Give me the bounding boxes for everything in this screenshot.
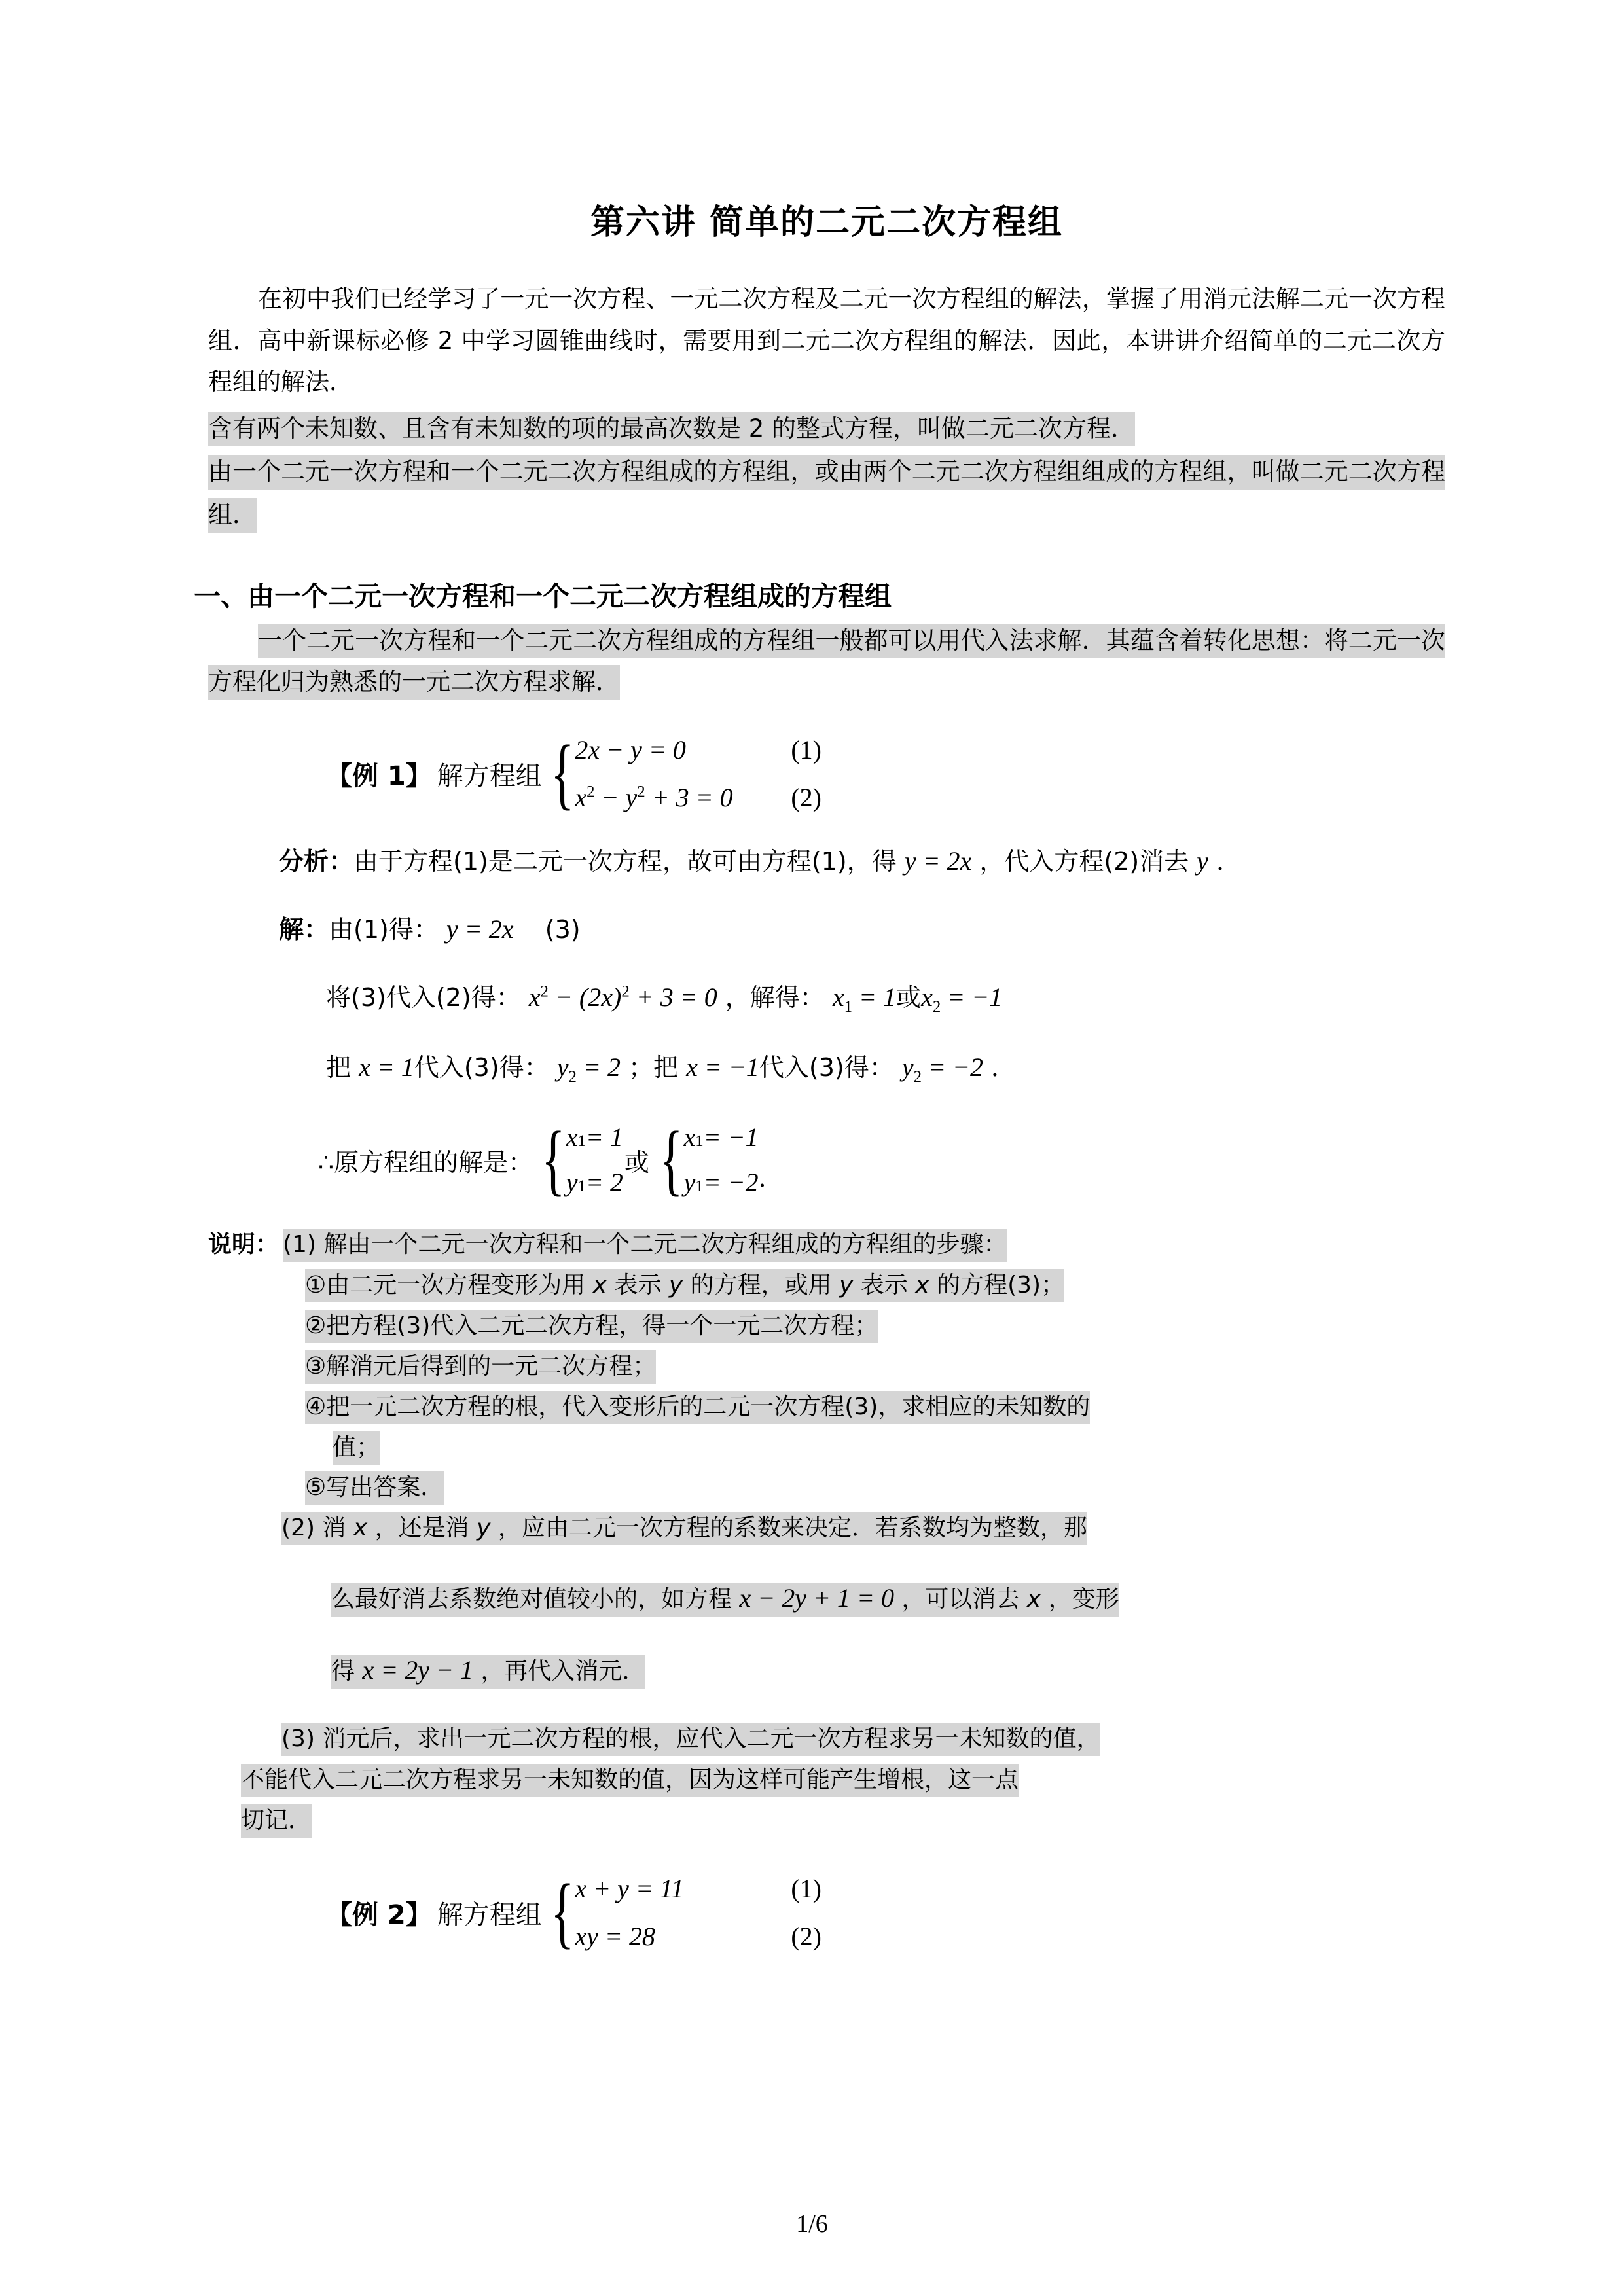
- example-1-solution-line-1: [279, 910, 1445, 949]
- notes-item-1-head: [283, 1225, 1445, 1265]
- notes-step-1-text: ①由二元一次方程变形为用 x 表示 y 的方程，或用 y 表示 x 的方程(3)；: [305, 1269, 1064, 1302]
- conclusion-system-1-row-1: x 1 = 1: [566, 1122, 623, 1153]
- definition-1: [208, 407, 1445, 450]
- conclusion-system-2-row-1: x 1 = −1: [683, 1122, 759, 1153]
- notes-step-4-continued: [333, 1427, 1445, 1468]
- conclusion-brace-2-icon: {: [659, 1115, 683, 1204]
- example-1-equation-1: [575, 734, 821, 765]
- conclusion-or: 或: [624, 1147, 649, 1177]
- definition-2: [208, 450, 1445, 537]
- notes-item-3-line-1-text: (3) 消元后，求出一元二次方程的根，应代入二元一次方程求另一未知数的值，: [281, 1723, 1100, 1756]
- example-2-equation-2-tag: (2): [791, 1922, 821, 1952]
- notes-step-4-continued-text: 值；: [333, 1431, 380, 1465]
- page-title: 第六讲 简单的二元二次方程组: [590, 203, 1064, 242]
- example-2-system: [575, 1873, 821, 1952]
- example-1-conclusion: [318, 1115, 1445, 1204]
- notes-step-5-text: ⑤写出答案．: [305, 1471, 444, 1505]
- definition-1-text: 含有两个未知数、且含有未知数的项的最高次数是 2 的整式方程，叫做二元二次方程．: [208, 412, 1135, 446]
- notes-item-2-line-1-text: (2) 消 x ，还是消 y ，应由二元一次方程的系数来决定．若系数均为整数，那: [281, 1512, 1087, 1545]
- notes-item-2-line-3-text: 得 x = 2y − 1 ，再代入消元．: [331, 1655, 645, 1689]
- page-footer: [0, 2210, 1624, 2238]
- notes-step-4-text: ④把一元二次方程的根，代入变形后的二元一次方程(3)，求相应的未知数的: [305, 1391, 1090, 1424]
- example-2-equation-1: [575, 1873, 821, 1904]
- example-1-label: 【例 1】: [326, 761, 432, 791]
- notes-item-2-line-1: [281, 1508, 1445, 1549]
- example-1-equation-1-expr: 2x − y = 0: [575, 735, 686, 765]
- section-1-heading: 一、由一个二元一次方程和一个二元二次方程组成的方程组: [194, 581, 892, 613]
- conclusion-prefix: ∴原方程组的解是：: [318, 1147, 533, 1177]
- example-2-equation-2: [575, 1921, 821, 1952]
- page-number: 1/6: [796, 2210, 828, 2238]
- example-1-equation-2-expr: $x^2 - y^2 + 3 = 0$: [575, 783, 733, 813]
- example-2-label: 【例 2】: [326, 1899, 432, 1930]
- example-1-verb: 解方程组: [437, 761, 542, 791]
- analysis-label: 分析：: [279, 847, 354, 876]
- conclusion-period: ．: [758, 1165, 784, 1193]
- notes-item-2-line-2: [331, 1575, 1445, 1621]
- notes-step-5: [305, 1467, 1445, 1508]
- section-1-lead-text: 一个二元一次方程和一个二元二次方程组成的方程组一般都可以用代入法求解．其蕴含着转化思想：将二元一次方程化归为熟悉的一元二次方程求解．: [208, 624, 1445, 700]
- notes-item-3-line-2: [241, 1760, 1445, 1801]
- definition-2-text: 由一个二元一次方程和一个二元二次方程组成的方程组，或由两个二元二次方程组组成的方程组，叫做二元二次方程组．: [208, 455, 1445, 533]
- example-1-analysis: [279, 842, 1445, 881]
- conclusion-system-1-row-2: y 1 = 2: [566, 1168, 623, 1198]
- notes-item-1: [208, 1225, 1445, 1265]
- example-1-system: [575, 734, 821, 813]
- example-1-equation-2: [575, 782, 821, 813]
- intro-paragraph: 在初中我们已经学习了一元一次方程、一元二次方程及二元一次方程组的解法，掌握了用消元法解二元一次方程组．高中新课标必修 2 中学习圆锥曲线时，需要用到二元二次方程组的解法．因此，本讲讲介绍简单的二元二次方程组的解法．: [208, 285, 1445, 397]
- solution-line-1-text: 由(1)得： y = 2x (3): [329, 914, 581, 944]
- notes-item-3-line-3: [241, 1801, 1445, 1842]
- notes-step-3-text: ③解消元后得到的一元二次方程；: [305, 1350, 656, 1384]
- analysis-text: 由于方程(1)是二元一次方程，故可由方程(1)，得 y = 2x ，代入方程(2)消去 y ．: [353, 846, 1242, 876]
- example-2-equation-1-expr: x + y = 11: [575, 1874, 684, 1904]
- example-1-equation-2-tag: (2): [791, 783, 821, 813]
- example-1-solution-line-2: 将(3)代入(2)得： $x^2 - (2x)^2 + 3 = 0$ ，解得： $x_1 = 1$或$x_2 = -1$: [326, 982, 1003, 1016]
- notes-step-1: [305, 1265, 1445, 1306]
- example-1-statement: [326, 729, 1445, 818]
- notes-step-4: [305, 1387, 1445, 1427]
- notes-item-3-line-2-text: 不能代入二元二次方程求另一未知数的值，因为这样可能产生增根，这一点: [241, 1764, 1019, 1797]
- conclusion-system-2-row-2: y 1 = −2: [683, 1168, 759, 1198]
- notes-item-1-head-text: (1) 解由一个二元一次方程和一个二元二次方程组成的方程组的步骤：: [283, 1229, 1007, 1262]
- notes-item-3-line-1: [281, 1719, 1445, 1760]
- example-1-solution-line-3: 把 x = 1代入(3)得： $y_2 = 2$ ；把 x = −1代入(3)得： $y_2 = -2$ ．: [326, 1052, 1017, 1086]
- notes-label: 说明：: [208, 1231, 280, 1259]
- example-2-system-brace-icon: {: [550, 1868, 575, 1957]
- notes-item-2-line-3: [331, 1647, 1445, 1693]
- section-1-lead: [208, 620, 1445, 703]
- system-brace-icon: {: [550, 729, 575, 818]
- solution-label: 解：: [279, 915, 329, 944]
- notes-item-3-line-3-text: 切记．: [241, 1804, 312, 1838]
- definition-block: [208, 407, 1445, 537]
- notes-step-2: [305, 1306, 1445, 1346]
- conclusion-system-2: [684, 1122, 759, 1198]
- example-2-statement: [326, 1868, 1445, 1957]
- conclusion-system-1: [566, 1122, 623, 1198]
- notes-item-2-line-2-text: 么最好消去系数绝对值较小的，如方程 x − 2y + 1 = 0 ，可以消去 x ，变形: [331, 1583, 1119, 1617]
- page-content: [194, 0, 1445, 1957]
- example-1-equation-1-tag: (1): [791, 735, 821, 765]
- conclusion-brace-1-icon: {: [541, 1115, 566, 1204]
- example-2-equation-2-expr: xy = 28: [575, 1922, 655, 1952]
- notes-step-3: [305, 1346, 1445, 1387]
- example-2-equation-1-tag: (1): [791, 1874, 821, 1904]
- example-2-verb: 解方程组: [437, 1899, 542, 1930]
- notes-block: [208, 1225, 1445, 1842]
- notes-step-2-text: ②把方程(3)代入二元二次方程，得一个一元二次方程；: [305, 1310, 878, 1343]
